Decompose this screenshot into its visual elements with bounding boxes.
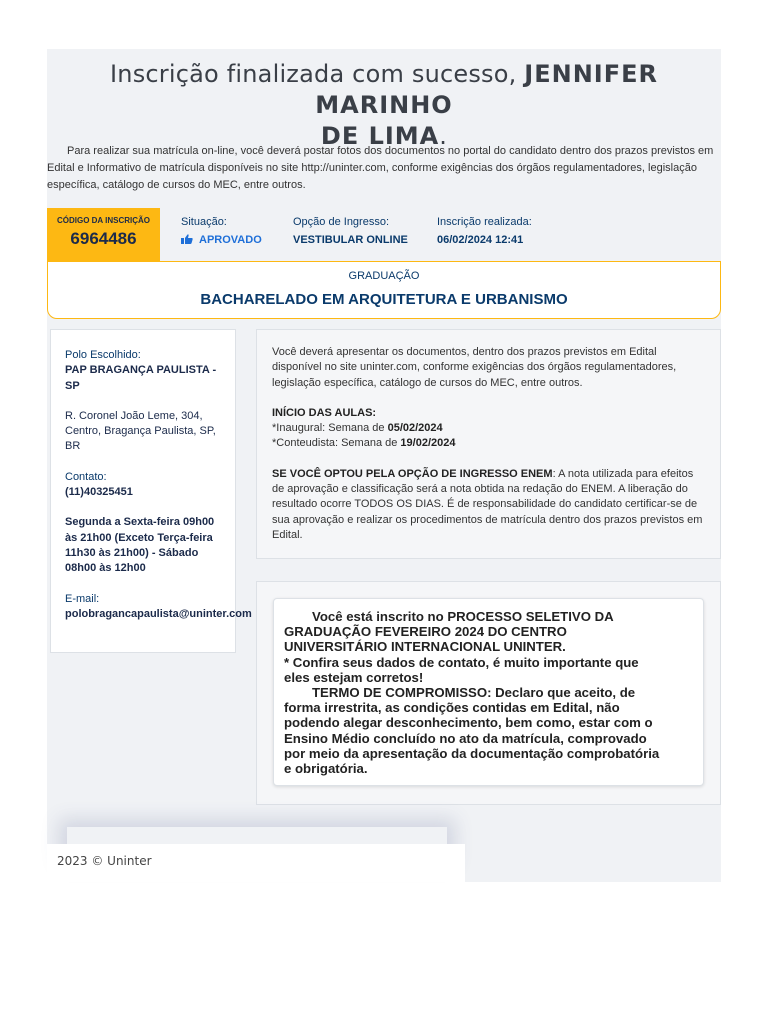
hours-line3: 11h30 às 21h00) - Sábado xyxy=(65,546,199,559)
thumbs-up-icon xyxy=(181,234,193,244)
course-category: GRADUAÇÃO xyxy=(348,270,420,282)
course-name: BACHARELADO EM ARQUITETURA E URBANISMO xyxy=(200,291,568,308)
registration-date-label: Inscrição realizada: xyxy=(437,216,532,228)
polo-name-line2: SP xyxy=(65,379,80,392)
entry-option-label: Opção de Ingresso: xyxy=(293,216,390,228)
polo-card xyxy=(50,329,252,653)
title-prefix: Inscrição finalizada com sucesso, xyxy=(110,60,525,88)
contact-phone: (11)40325451 xyxy=(65,486,133,499)
notice-card xyxy=(256,581,721,805)
notice-line: * Confira seus dados de contato, é muito importante que xyxy=(284,654,639,670)
registration-code-value: 6964486 xyxy=(70,229,137,248)
notice-line: eles estejam corretos! xyxy=(284,669,424,685)
email-label: E-mail: xyxy=(65,592,100,605)
status-label: Situação: xyxy=(181,216,227,228)
email-link[interactable]: polobragancapaulista@uninter.com xyxy=(65,607,252,620)
page-title xyxy=(47,59,721,152)
polo-address-line2: Centro, Bragança Paulista, SP, xyxy=(65,425,216,438)
registration-code-box xyxy=(47,208,160,262)
notice-line: por meio da apresentação da documentação comprobatória xyxy=(284,745,660,761)
copyright: 2023 © Uninter xyxy=(57,854,152,868)
candidate-name-line1: JENNIFER MARINHO xyxy=(315,60,658,119)
candidate-name-line2: DE LIMA xyxy=(320,122,440,150)
polo-name-line1: PAP BRAGANÇA PAULISTA - xyxy=(65,364,217,377)
status-value-row xyxy=(181,234,262,246)
entry-option-value: VESTIBULAR ONLINE xyxy=(293,234,408,246)
notice-line: podendo alegar desconhecimento, bem como, estar com o xyxy=(284,715,653,731)
course-box xyxy=(47,261,721,319)
entry-option-info xyxy=(293,216,408,246)
content-week: *Conteudista: Semana de 19/02/2024 xyxy=(272,437,456,450)
documents-paragraph: Você deverá apresentar os documentos, dentro dos prazos previstos em Edital disponível no site uninter.com, conforme exigências dos órgãos regulamentadores, legislação específica, catálogo de cursos do MEC, entre outros. xyxy=(272,346,677,389)
hours-line4: 08h00 às 12h00 xyxy=(65,562,146,575)
notice-line: e obrigatória. xyxy=(284,761,368,777)
intro-text: Para realizar sua matrícula on-line, você deverá postar fotos dos documentos no portal do candidato dentro dos prazos previstos em Edital e Informativo de matrícula disponíveis no site http://uninter.com, conforme exigências dos órgãos regulamentadores, legislação específica, catálogo de cursos do MEC, entre outros. xyxy=(47,145,714,191)
confirmation-page xyxy=(47,49,721,882)
status-info xyxy=(181,216,262,246)
notice-line: Ensino Médio concluído no ato da matrícula, comprovado xyxy=(284,730,647,746)
documents-info-card xyxy=(256,329,721,559)
notice-line: Você está inscrito no PROCESSO SELETIVO DA xyxy=(312,609,614,624)
title-suffix: . xyxy=(439,122,448,150)
enem-paragraph: SE VOCÊ OPTOU PELA OPÇÃO DE INGRESSO ENEM: A nota utilizada para efeitos de aprovação e classificação será a nota obtida na redação do ENEM. A liberação do resultado ocorre TODOS OS DIAS. É de responsabilidade do candidato certificar-se de sua aprovação e realizar os procedimentos de matrícula dentro dos prazos previstos em Edital. xyxy=(272,467,703,541)
status-value: APROVADO xyxy=(199,234,262,246)
contact-label: Contato: xyxy=(65,470,107,483)
polo-address-line3: BR xyxy=(65,440,81,453)
inaugural-week: *Inaugural: Semana de 05/02/2024 xyxy=(272,422,443,435)
notice-box xyxy=(273,598,704,786)
polo-address-line1: R. Coronel João Leme, 304, xyxy=(65,409,203,422)
polo-label: Polo Escolhido: xyxy=(65,349,141,361)
footer xyxy=(47,844,465,882)
registration-date-value: 06/02/2024 12:41 xyxy=(437,234,524,246)
classes-title: INÍCIO DAS AULAS: xyxy=(272,406,377,419)
registration-code-label: CÓDIGO DA INSCRIÇÃO xyxy=(56,216,151,225)
notice-line: UNIVERSITÁRIO INTERNACIONAL UNINTER. xyxy=(284,639,566,655)
hours-line2: às 21h00 (Exceto Terça-feira xyxy=(65,531,213,544)
notice-line: GRADUAÇÃO FEVEREIRO 2024 DO CENTRO xyxy=(284,624,567,640)
registration-date-info xyxy=(437,216,532,246)
notice-line: TERMO DE COMPROMISSO: Declaro que aceito, de xyxy=(312,685,636,701)
notice-line: forma irrestrita, as condições contidas em Edital, não xyxy=(284,700,620,716)
hours-line1: Segunda a Sexta-feira 09h00 xyxy=(65,516,215,529)
